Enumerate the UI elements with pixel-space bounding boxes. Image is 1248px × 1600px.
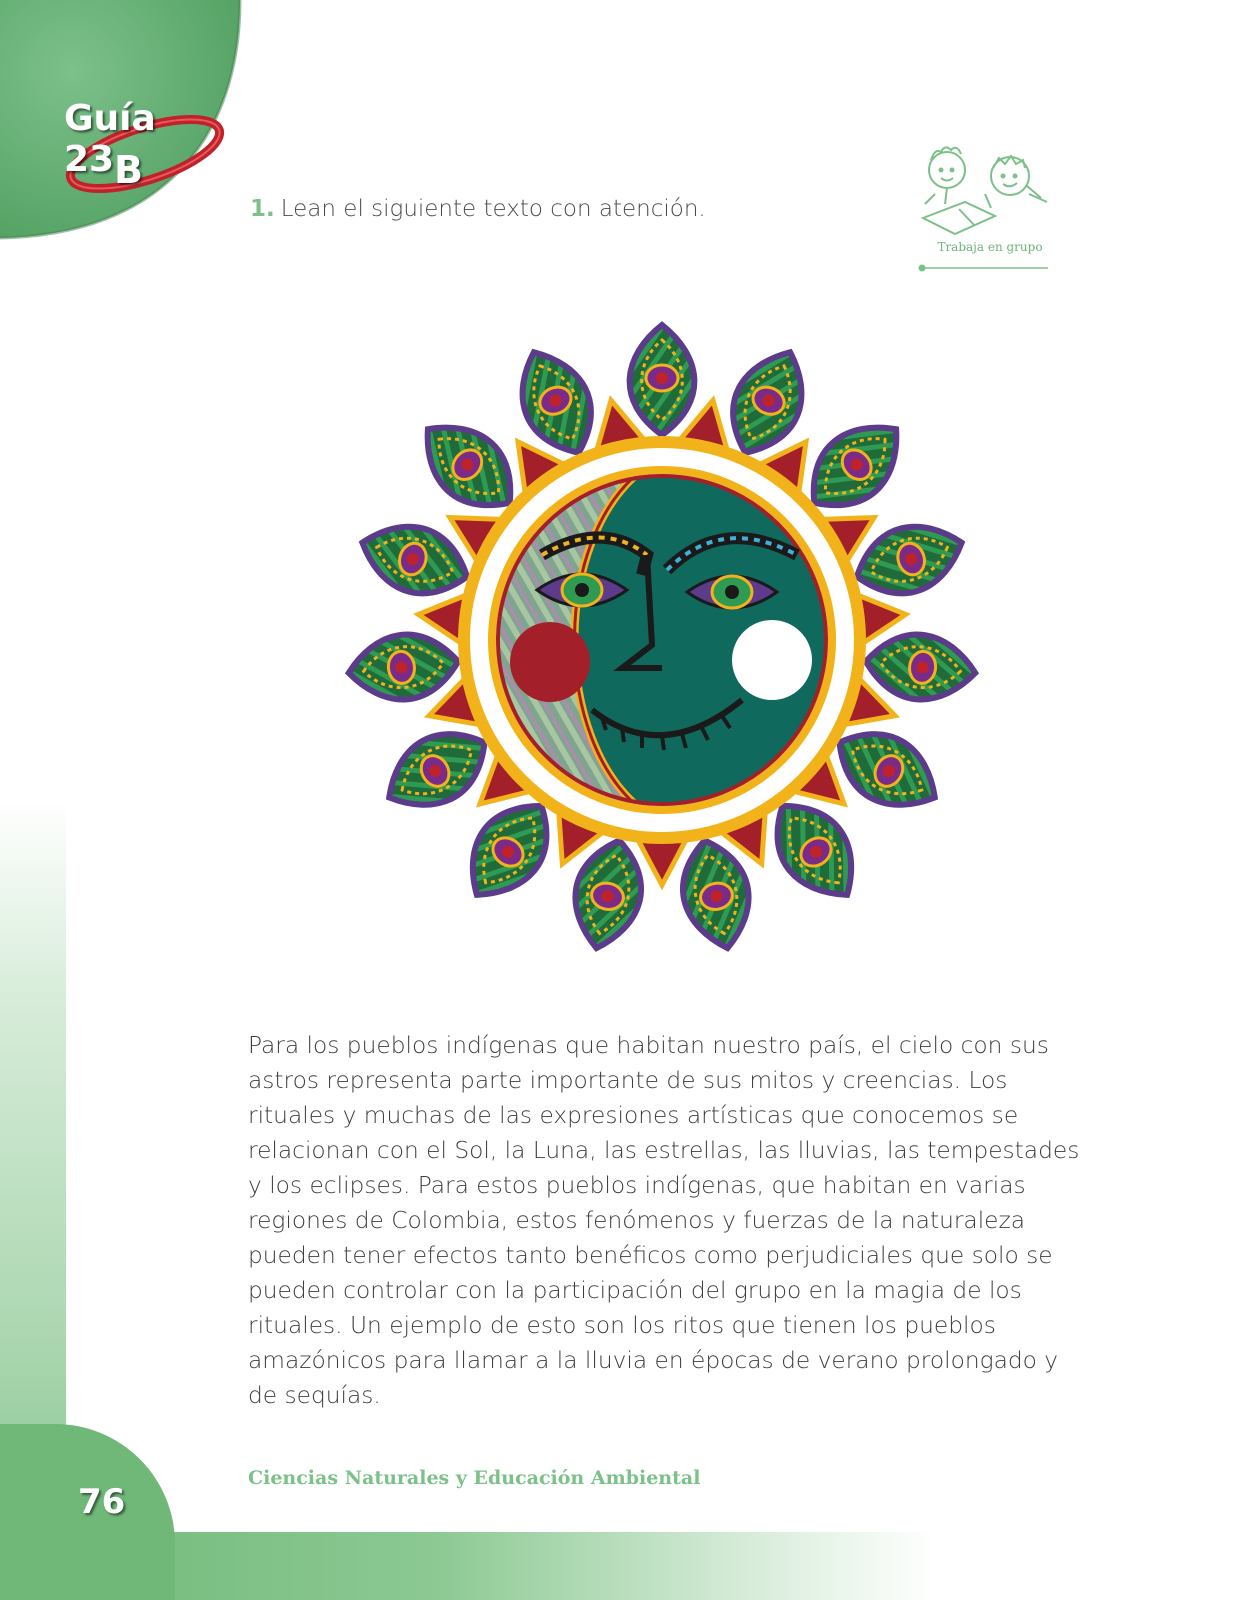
footer-subject: Ciencias Naturales y Educación Ambiental [248, 1467, 701, 1489]
activity-text: Lean el siguiente texto con atención. [280, 196, 706, 222]
guide-letter: B [114, 148, 143, 192]
sun-moon-illustration [340, 310, 990, 970]
guide-title: Guía 23 [64, 98, 156, 180]
body-paragraph: Para los pueblos indígenas que habitan nuestro país, el cielo con sus astros representa parte importante de sus mitos y creencias. Los rituales y muchas de las expresiones artísticas que conocemos se relacionan con el Sol, la Luna, las estrellas, las lluvias, las tempestades y los eclipses. Para estos pueblos indígenas, que habitan en varias regiones de Colombia, estos fenómenos y fuerzas de la naturaleza pueden tener efectos tanto benéficos como perjudiciales que solo se pueden controlar con la participación del grupo en la magia de los rituales. Un ejemplo de esto son los ritos que tienen los pueblos amazónicos para llamar a la lluvia en épocas de verano prolongado y de sequías. [248, 1032, 1080, 1409]
group-work-divider [918, 264, 1048, 272]
group-work-label: Trabaja en grupo [937, 240, 1043, 254]
activity-instruction [250, 196, 706, 222]
children-reading-icon [915, 138, 1055, 238]
page-number: 76 [78, 1482, 126, 1522]
bottom-gradient-band [0, 1532, 1248, 1600]
activity-number: 1. [250, 196, 275, 222]
